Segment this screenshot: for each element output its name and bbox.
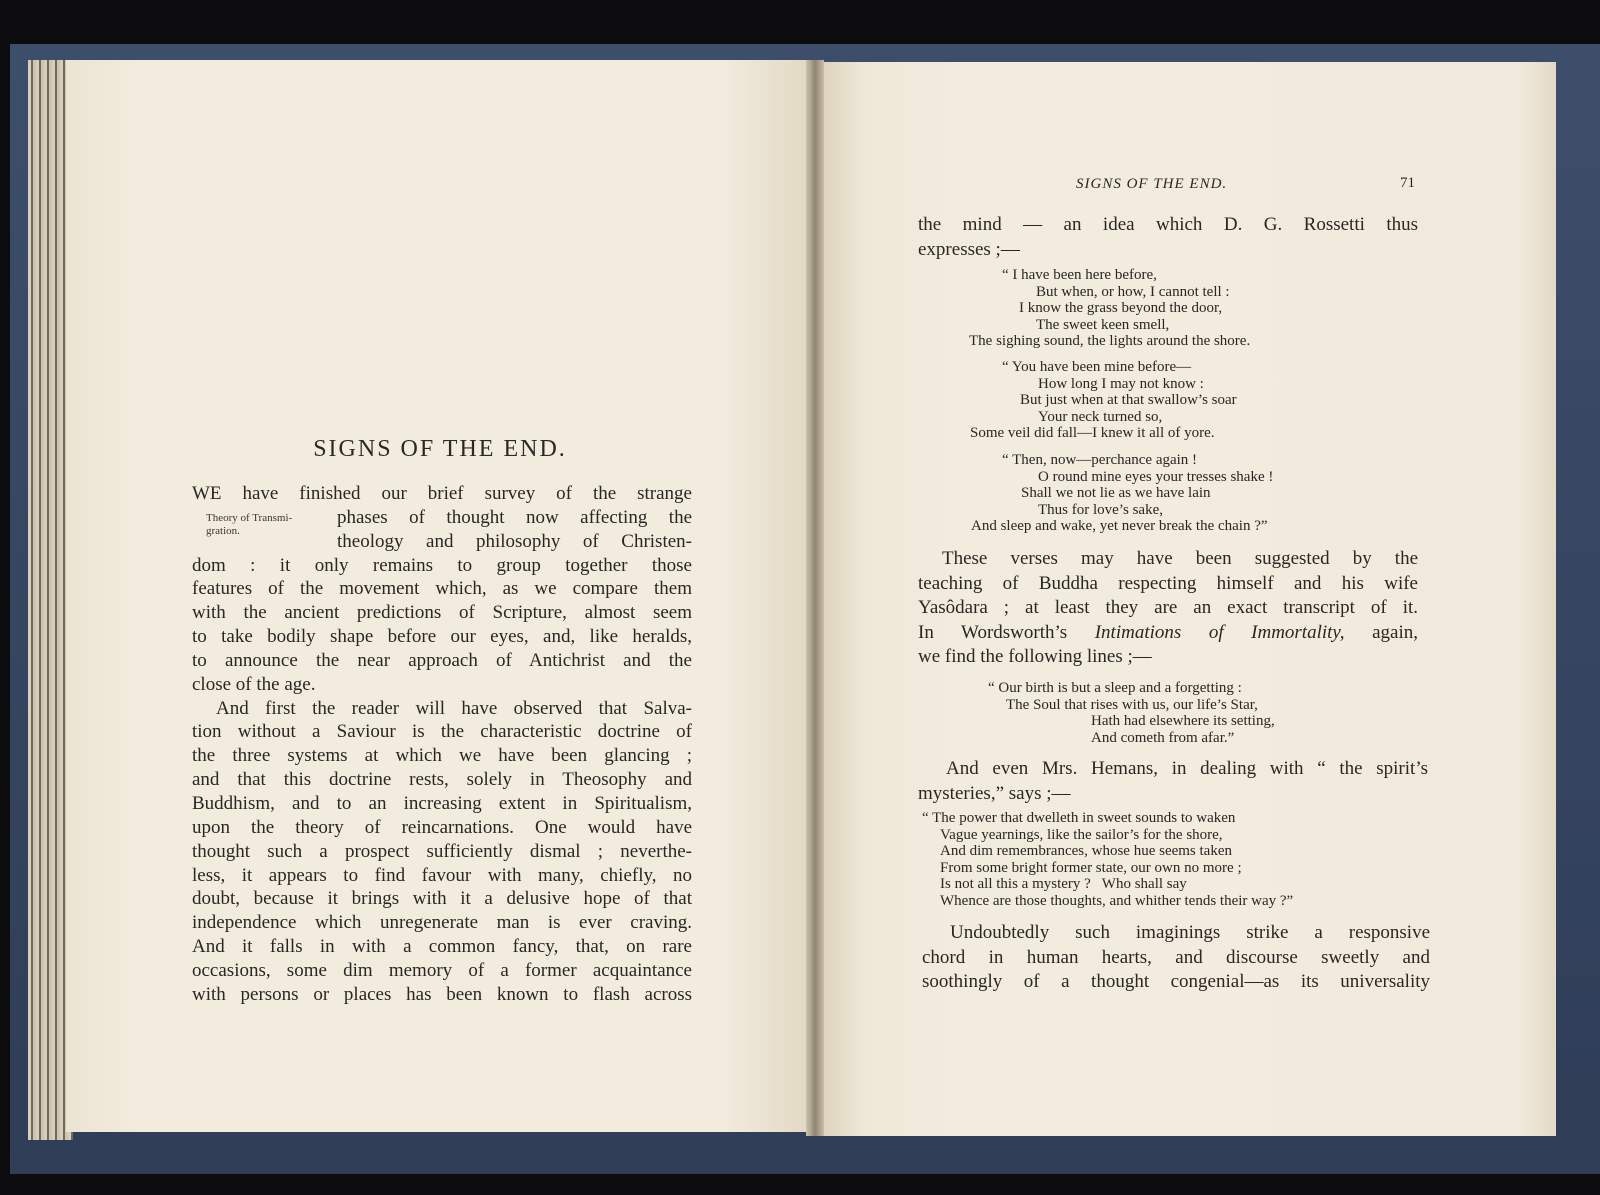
text-line: the mind — an idea which D. G. Rossetti thus	[918, 214, 1418, 235]
text-line: upon the theory of reincarnations. One would have	[192, 816, 692, 838]
text-line: These verses may have been suggested by the	[942, 548, 1418, 569]
page-number: 71	[1400, 175, 1415, 191]
text-line: theology and philosophy of Christen-	[337, 530, 692, 552]
poem-line: Your neck turned so,	[1038, 408, 1163, 425]
poem-stanza	[918, 810, 1438, 910]
poem-line: Hath had elsewhere its setting,	[1091, 713, 1275, 730]
poem-line: O round mine eyes your tresses shake !	[1038, 468, 1274, 485]
text-line	[918, 621, 1418, 646]
text-line: close of the age.	[192, 673, 316, 695]
text-line: dom : it only remains to group together those	[192, 554, 692, 576]
poem-line: And dim remembrances, whose hue seems taken	[940, 843, 1232, 860]
poem-line: “ Our birth is but a sleep and a forgetting :	[988, 680, 1242, 696]
text-line: chord in human hearts, and discourse sweetly and	[922, 946, 1430, 968]
text-line: And first the reader will have observed that Salva-	[216, 697, 692, 719]
text-line: less, it appears to find favour with many, chiefly, no	[192, 864, 692, 886]
left-body-text	[192, 482, 692, 1007]
poem-line: Shall we not lie as we have lain	[1021, 485, 1211, 502]
poem-stanza	[918, 680, 1438, 746]
text-line: teaching of Buddha respecting himself and his wife	[918, 572, 1418, 594]
paragraph	[918, 756, 1428, 807]
text-line: with the ancient predictions of Scripture, almost seem	[192, 602, 692, 624]
poem-line: But when, or how, I cannot tell :	[1036, 283, 1230, 300]
text-line: And even Mrs. Hemans, in dealing with “ the spirit’s	[946, 758, 1428, 779]
text-line: Undoubtedly such imaginings strike a responsive	[950, 922, 1430, 943]
text-line: thought such a prospect sufficiently dismal ; neverthe-	[192, 840, 692, 862]
poem-line: Is not all this a mystery ? Who shall say	[940, 876, 1187, 893]
paragraph	[918, 213, 1418, 262]
poem-line: Some veil did fall—I knew it all of yore.	[970, 425, 1215, 442]
text-line: tion without a Saviour is the characteristic doctrine of	[192, 721, 692, 743]
text-line: doubt, because it brings with it a delusive hope of that	[192, 888, 692, 910]
text-line: And it falls in with a common fancy, that, on rare	[192, 936, 692, 958]
poem-line: The sweet keen smell,	[1036, 316, 1170, 333]
text-line: to take bodily shape before our eyes, and, like heralds,	[192, 626, 692, 648]
poem-line: “ I have been here before,	[1002, 267, 1157, 283]
poem-line: I know the grass beyond the door,	[1019, 300, 1223, 317]
poem-line: “ The power that dwelleth in sweet sounds to waken	[922, 810, 1236, 826]
text-line: independence which unregenerate man is ever craving.	[192, 912, 692, 934]
poem-line: From some bright former state, our own no more ;	[940, 859, 1242, 876]
book-title-italic: Intimations of Immortality,	[1094, 621, 1345, 643]
paragraph	[918, 547, 1418, 670]
text-span: again,	[1372, 621, 1418, 643]
chapter-title: SIGNS OF THE END.	[313, 436, 567, 462]
poem-line: The Soul that rises with us, our life’s Star,	[1006, 696, 1258, 713]
poem-line: Vague yearnings, like the sailor’s for the shore,	[940, 826, 1223, 843]
text-line: mysteries,” says ;—	[918, 783, 1071, 804]
text-line: WE have finished our brief survey of the strange	[192, 483, 692, 504]
poem-stanza	[918, 452, 1438, 535]
text-line: Yasôdara ; at least they are an exact transcript of it.	[918, 597, 1418, 618]
paragraph	[922, 921, 1430, 995]
text-span: In Wordsworth’s	[918, 621, 1068, 643]
margin-note-line: Theory of Transmi-	[206, 512, 293, 524]
text-line: with persons or places has been known to flash across	[192, 983, 692, 1005]
text-line: expresses ;—	[918, 238, 1020, 260]
book-gutter	[806, 60, 824, 1136]
text-line: the three systems at which we have been glancing ;	[192, 745, 692, 767]
text-line: soothingly of a thought congenial—as its universality	[922, 971, 1430, 992]
poem-line: The sighing sound, the lights around the shore.	[969, 333, 1251, 350]
margin-note-line: gration.	[206, 525, 240, 537]
poem-line: And cometh from afar.”	[1091, 729, 1235, 746]
text-line: we find the following lines ;—	[918, 646, 1152, 667]
text-line: and that this doctrine rests, solely in Theosophy and	[192, 769, 692, 791]
poem-line: And sleep and wake, yet never break the chain ?”	[971, 518, 1268, 535]
text-line: to announce the near approach of Antichrist and the	[192, 649, 692, 671]
poem-stanza	[918, 267, 1438, 350]
poem-line: How long I may not know :	[1038, 375, 1204, 392]
poem-line: Thus for love’s sake,	[1038, 501, 1163, 518]
poem-line: But just when at that swallow’s soar	[1020, 392, 1237, 409]
text-line: occasions, some dim memory of a former acquaintance	[192, 959, 692, 981]
text-line: Buddhism, and to an increasing extent in Spiritualism,	[192, 792, 692, 814]
poem-line: “ You have been mine before—	[1002, 359, 1192, 375]
poem-stanza	[918, 359, 1438, 442]
text-line: phases of thought now affecting the	[337, 506, 692, 528]
poem-line: Whence are those thoughts, and whither tends their way ?”	[940, 892, 1294, 909]
running-head: SIGNS OF THE END.	[1076, 176, 1228, 192]
poem-line: “ Then, now—perchance again !	[1002, 452, 1198, 468]
text-line: features of the movement which, as we compare them	[192, 578, 692, 600]
